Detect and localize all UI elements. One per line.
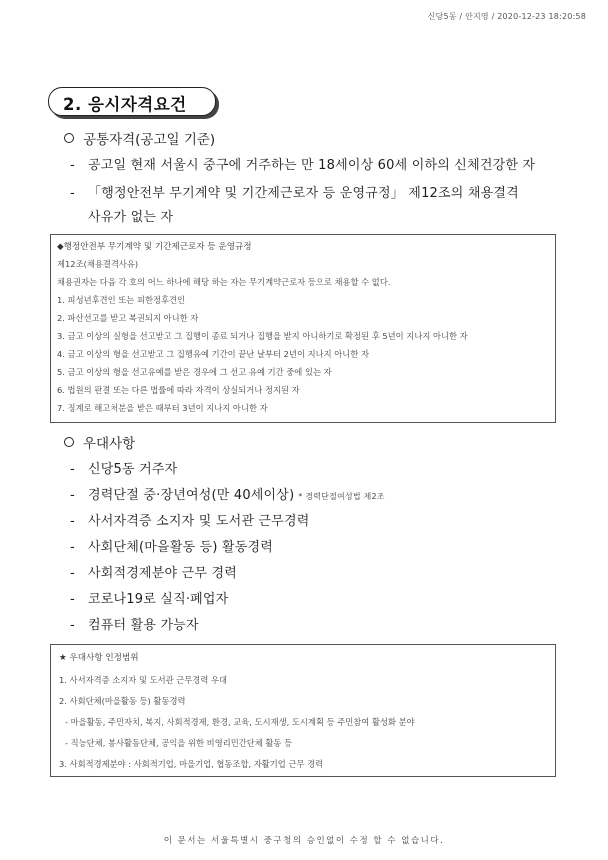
regulation-box	[50, 234, 556, 423]
preference-scope-line: 1. 사서자격증 소지자 및 도서관 근무경력 우대	[59, 675, 228, 685]
preference-scope-line: 2. 사회단체(마을활동 등) 활동경력	[59, 696, 186, 706]
preference-item: - 사서자격증 소지자 및 도서관 근무경력	[70, 514, 310, 529]
preference-scope-line: 3. 사회적경제분야 : 사회적기업, 마을기업, 협동조합, 자활기업 근무 경력	[59, 759, 324, 769]
section-title: 2. 응시자격요건	[63, 95, 187, 114]
regulation-item: 3. 금고 이상의 실형을 선고받고 그 집행이 종료 되거나 집행을 받지 아니하기로 확정된 후 5년이 지나지 아니한 자	[57, 331, 468, 341]
footer-notice: 이 문서는 서울특별시 중구청의 승인없이 수정 할 수 없습니다.	[163, 836, 445, 846]
regulation-item: 2. 파산선고를 받고 복권되지 아니한 자	[57, 313, 199, 323]
circle-bullet-icon	[64, 437, 74, 447]
regulation-article: 제12조(채용결격사유)	[57, 259, 139, 269]
regulation-item: 4. 금고 이상의 형을 선고받고 그 집행유예 기간이 끝난 날부터 2년이 지나지 아니한 자	[57, 349, 369, 359]
preference-heading-text: 우대사항	[83, 436, 136, 452]
regulation-item: 5. 금고 이상의 형을 선고유예를 받은 경우에 그 선고 유예 기간 중에 있는 자	[57, 367, 332, 377]
preference-item: - 코로나19로 실직·폐업자	[70, 592, 229, 607]
regulation-item: 7. 징계로 해고처분을 받은 때부터 3년이 지나지 아니한 자	[57, 403, 268, 413]
preference-scope-line: - 마을활동, 주민자치, 복지, 사회적경제, 환경, 교육, 도시재생, 도시계획 등 주민참여 활성화 분야	[65, 717, 415, 727]
section-title-badge	[48, 87, 216, 116]
regulation-intro: 채용권자는 다음 각 호의 어느 하나에 해당 하는 자는 무기계약근로자 등으로 채용할 수 없다.	[57, 277, 391, 287]
preference-scope-box	[50, 644, 556, 777]
preference-heading	[64, 432, 135, 452]
regulation-item: 6. 법원의 판결 또는 다른 법률에 따라 자격이 상실되거나 정지된 자	[57, 385, 300, 395]
preference-scope-line: - 직능단체, 봉사활동단체, 공익을 위한 비영리민간단체 활동 등	[65, 738, 293, 748]
document-stamp: 신당5동 / 안지영 / 2020-12-23 18:20:58	[427, 12, 586, 21]
common-item-1: - 공고일 현재 서울시 중구에 거주하는 만 18세이상 60세 이하의 신체건강한 자	[70, 158, 536, 173]
preference-item: - 사회적경제분야 근무 경력	[70, 566, 238, 581]
preference-item-note: * 경력단절여성법 제2조	[298, 492, 385, 501]
preference-item: - 신당5동 거주자	[70, 462, 178, 477]
preference-item: - 경력단절 중·장년여성(만 40세이상) * 경력단절여성법 제2조	[70, 488, 385, 503]
regulation-item: 1. 피성년후견인 또는 피한정후견인	[57, 295, 186, 305]
preference-item: - 사회단체(마을활동 등) 활동경력	[70, 540, 274, 555]
common-qualification-heading	[64, 128, 215, 148]
common-item-2: - 「행정안전부 무기계약 및 기간제근로자 등 운영규정」 제12조의 채용결격	[70, 186, 519, 201]
regulation-title: ◆행정안전부 무기계약 및 기간제근로자 등 운영규정	[57, 242, 252, 252]
common-heading-text: 공통자격(공고일 기준)	[83, 132, 216, 148]
common-item-2-cont: 사유가 없는 자	[88, 210, 174, 225]
preference-item: - 컴퓨터 활용 가능자	[70, 618, 199, 633]
circle-bullet-icon	[64, 133, 74, 143]
preference-scope-title: ★ 우대사항 인정범위	[59, 653, 139, 663]
